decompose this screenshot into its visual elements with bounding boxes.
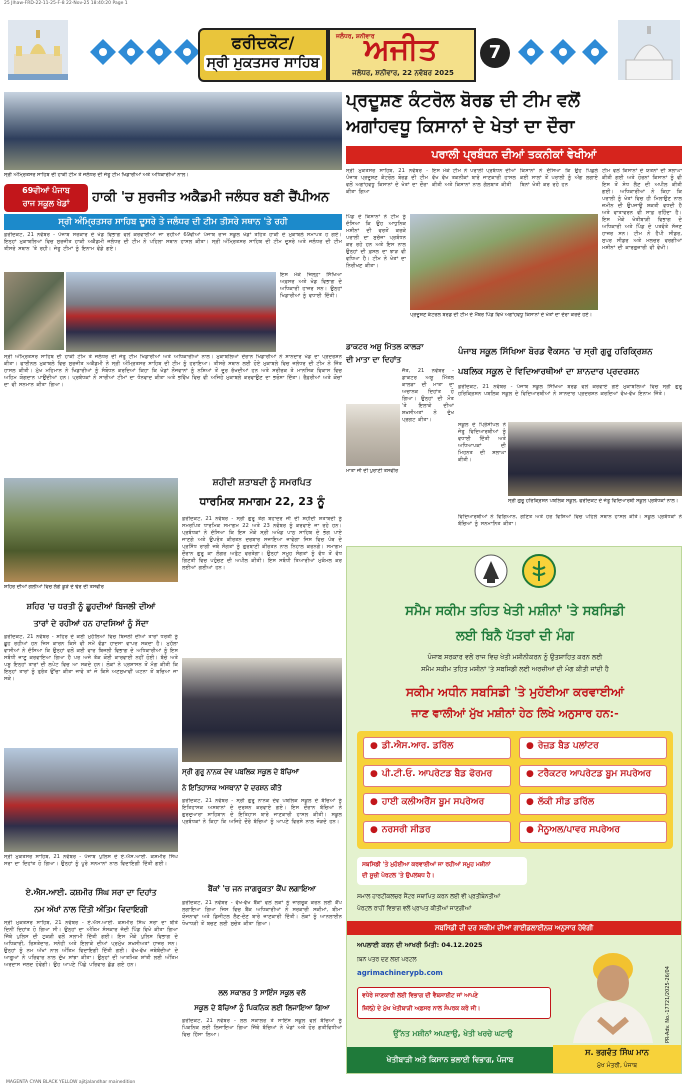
- gurdwara-icon: [8, 20, 68, 80]
- machine-right-0: ● ਰੇਜ਼ਡ ਬੈਡ ਪਲਾਂਟਰ: [519, 737, 667, 759]
- machine-right-0-label: ਰੇਜ਼ਡ ਬੈਡ ਪਲਾਂਟਰ: [537, 741, 599, 751]
- flower-motif-left: [90, 26, 200, 78]
- machine-right-1-label: ਟਰੈਕਟਰ ਆਪਰੇਟਡ ਬੂਮ ਸਪਰੇਅਰ: [537, 769, 652, 779]
- brand-name: ਅਜੀਤ: [364, 32, 438, 67]
- brand-small: ਜਲੰਧਰ, ਸ਼ਨੀਵਾਰ: [336, 33, 375, 40]
- board-photo-caption: ਸ੍ਰੀ ਗੁਰੂ ਹਰਿਕ੍ਰਿਸ਼ਨ ਪਬਲਿਕ ਸਕੂਲ, ਫਰੀਦਕੋਟ ਦੇ ਜੇਤੂ ਵਿਦਿਆਰਥੀ ਸਕੂਲ ਪ੍ਰਬੰਧਕਾਂ ਨਾਲ।: [508, 498, 679, 504]
- cm-name-box: [553, 1045, 681, 1073]
- science-headline: [182, 986, 342, 1016]
- obituary-photo: [346, 404, 400, 466]
- shaheedi-headline-line1: ਸ਼ਹੀਦੀ ਸ਼ਤਾਬਦੀ ਨੂੰ ਸਮਰਪਿਤ: [212, 478, 312, 488]
- pollution-field-photo: [410, 214, 598, 310]
- hockey-small-photo: [4, 272, 64, 350]
- road-headline: [4, 598, 178, 632]
- machine-left-1: ● ਪੀ.ਟੀ.ਓ. ਆਪਰੇਟਡ ਬੈਡ ਫੋਰਮਰ: [363, 765, 511, 787]
- brand-box: [328, 28, 476, 82]
- ad-note-box: [357, 857, 527, 885]
- machine-left-2: ● ਹਾਈ ਕਲੀਅਰੈਂਸ ਬੂਮ ਸਪਰੇਅਰ: [363, 793, 511, 815]
- subsidy-advertisement: [346, 546, 682, 1074]
- printer-strip: 25 Jlhaw-FRD-22-11-25-F-8 22-Nov-25 18:40:20 Page 1: [4, 1, 128, 6]
- machine-right-1: ● ਟਰੈਕਟਰ ਆਪਰੇਟਡ ਬੂਮ ਸਪਰੇਅਰ: [519, 765, 667, 787]
- ad-intro-line1: ਪੰਜਾਬ ਸਰਕਾਰ ਵਲੋਂ ਰਾਜ ਵਿਚ ਖੇਤੀ ਮਸ਼ੀਨੀਕਰਨ ਨੂੰ ਉਤਸ਼ਾਹਿਤ ਕਰਨ ਲਈ: [427, 653, 603, 661]
- machine-left-3: ● ਨਰਸਰੀ ਸੀਡਰ: [363, 821, 511, 843]
- pollution-body-col3: ਕਿਸਾਨਾਂ ਨੇ ਦੱਸਿਆ ਕਿ ਉਹ ਪਿਛਲੇ ਕਈ ਸਾਲਾਂ ਤੋਂ ਪਰਾਲੀ ਨੂੰ ਅੱਗ ਲਗਾਏ ਬਿਨਾਂ ਖੇਤੀ ਕਰ ਰਹੇ ਹਨ: [520, 168, 598, 188]
- ad-slogan: ਉੱਨਤ ਮਸ਼ੀਨਾਂ ਅਪਣਾਉ, ਖੇਤੀ ਖਰਚੇ ਘਟਾਉ: [393, 1029, 513, 1038]
- cm-title: ਮੁੱਖ ਮੰਤਰੀ, ਪੰਜਾਬ: [596, 1062, 638, 1069]
- funeral-headline-line2: ਨਮ ਅੱਖਾਂ ਨਾਲ ਦਿੱਤੀ ਅੰਤਿਮ ਵਿਦਾਇਗੀ: [34, 905, 148, 914]
- page-number: 7: [480, 38, 510, 68]
- machine-left-0-label: ਡੀ.ਐਸ.ਆਰ. ਡਰਿੱਲ: [381, 741, 454, 751]
- ad-eligibility-line1: ਸਮਾਲ ਹਾਰਟੀਕਲਚਰ ਸੈਂਟਰ ਸਥਾਪਿਤ ਕਰਨ ਲਈ ਵੀ ਪ੍ਰਤੀਬੇਨਤੀਆਂ: [357, 894, 501, 900]
- ad-contact-line2: ਜ਼ਿਲ੍ਹੇ ਦੇ ਮੁੱਖ ਖੇਤੀਬਾੜੀ ਅਫ਼ਸਰ ਨਾਲ ਸੰਪਰਕ ਕਰੋ ਜੀ।: [362, 1006, 481, 1012]
- city-box: [198, 28, 328, 82]
- machine-right-2: ● ਲੱਕੀ ਸੀਡ ਡਰਿੱਲ: [519, 793, 667, 815]
- obituary-body: ਜੈਤੋ, 21 ਨਵੰਬਰ - ਡਾਕਟਰ ਅਸ਼ੂ ਮਿੱਤਲ ਕਾਲੜਾ ਦੀ ਮਾਤਾ ਦਾ ਅਚਾਨਕ ਦਿਹਾਂਤ ਹੋ ਗਿਆ। ਉਨ੍ਹਾਂ ਦੀ ਮੌਤ 'ਤੇ ਇਲਾਕੇ ਦੀਆਂ ਸ਼ਖ਼ਸੀਅਤਾਂ ਨੇ ਦੁੱਖ ਪ੍ਰਗਟ ਕੀਤਾ।: [402, 368, 454, 423]
- science-headline-line2: ਸਕੂਲ ਦੇ ਬੱਚਿਆਂ ਨੂੰ ਪਿਕਨਿਕ ਲਈ ਲਿਜਾਇਆ ਗਿਆ: [194, 1004, 330, 1012]
- pollution-body-col4: ਟੀਮ ਵਲੋਂ ਕਿਸਾਨਾਂ ਦੇ ਯਤਨਾਂ ਦੀ ਸ਼ਲਾਘਾ ਕੀਤੀ ਗਈ ਅਤੇ ਹੋਰਨਾਂ ਕਿਸਾਨਾਂ ਨੂੰ ਵੀ ਇਸ ਤੋਂ ਸੇਧ ਲੈਣ ਦੀ ਅਪੀਲ ਕੀਤੀ ਗਈ। ਅਧਿਕਾਰੀਆਂ ਨੇ ਕਿਹਾ ਕਿ ਪਰਾਲੀ ਨੂੰ ਖੇਤਾਂ ਵਿਚ ਹੀ ਮਿਲਾਉਣ ਨਾਲ ਜ਼ਮੀਨ ਦੀ ਉਪਜਾਊ ਸ਼ਕਤੀ ਵਧਦੀ ਹੈ ਅਤੇ ਵਾਤਾਵਰਨ ਵੀ ਸਾਫ਼ ਰਹਿੰਦਾ ਹੈ। ਇਸ ਮੌਕੇ ਖੇਤੀਬਾੜੀ ਵਿਭਾਗ ਦੇ ਅਧਿਕਾਰੀ ਅਤੇ ਪਿੰਡ ਦੇ ਪਤਵੰਤੇ ਸੱਜਣ ਹਾਜ਼ਰ ਸਨ। ਟੀਮ ਨੇ ਹੈਪੀ ਸੀਡਰ, ਸੁਪਰ ਸੀਡਰ ਅਤੇ ਮਲਚਰ ਵਰਗੀਆਂ ਮਸ਼ੀਨਾਂ ਦੀ ਕਾਰਗੁਜ਼ਾਰੀ ਵੀ ਵੇਖੀ।: [602, 168, 682, 251]
- school-headline-line1: ਸ੍ਰੀ ਗੁਰੂ ਨਾਨਕ ਦੇਵ ਪਬਲਿਕ ਸਕੂਲ ਦੇ ਬੱਚਿਆਂ: [182, 768, 299, 776]
- ad-deadline: ਅਪਲਾਈ ਕਰਨ ਦੀ ਆਖਰੀ ਮਿਤੀ: 04.12.2025: [357, 941, 483, 949]
- city-line1: ਫਰੀਦਕੋਟ/: [231, 33, 295, 52]
- machine-list: [357, 731, 673, 849]
- machine-right-2-label: ਲੱਕੀ ਸੀਡ ਡਰਿੱਲ: [537, 797, 595, 807]
- ad-headline-line2: ਲਈ ਬਿਨੈ ਪੱਤਰਾਂ ਦੀ ਮੰਗ: [456, 629, 574, 644]
- ad-red-heading-line1: ਸਕੀਮ ਅਧੀਨ ਸਬਸਿਡੀ 'ਤੇ ਮੁਹੱਈਆ ਕਰਵਾਈਆਂ: [406, 685, 624, 699]
- cm-portrait: [559, 939, 667, 1043]
- pollution-headline-line2: ਅਗਾਂਹਵਧੂ ਕਿਸਾਨਾਂ ਦੇ ਖੇਤਾਂ ਦਾ ਦੌਰਾ: [346, 117, 575, 137]
- school-headline: [182, 764, 342, 796]
- obituary-photo-caption: ਮਾਤਾ ਜੀ ਦੀ ਪੁਰਾਣੀ ਤਸਵੀਰ: [346, 468, 399, 474]
- pollution-photo-caption: ਪ੍ਰਦੂਸ਼ਣ ਕੰਟਰੋਲ ਬੋਰਡ ਦੀ ਟੀਮ ਦੇ ਮੈਂਬਰ ਪਿੰਡ ਵਿਖੇ ਅਗਾਂਹਵਧੂ ਕਿਸਾਨਾਂ ਦੇ ਖੇਤਾਂ ਦਾ ਦੌਰਾ ਕਰਦੇ ਹੋਏ।: [410, 312, 592, 318]
- board-body-bottom: ਵਿਦਿਆਰਥੀਆਂ ਨੇ ਵਿਗਿਆਨ, ਗਣਿਤ ਅਤੇ ਹੋਰ ਵਿਸ਼ਿਆਂ ਵਿਚ ਪਹਿਲੇ ਸਥਾਨ ਹਾਸਲ ਕੀਤੇ। ਸਕੂਲ ਪ੍ਰਬੰਧਕਾਂ ਨੇ ਬੱਚਿਆਂ ਨੂੰ ਸਨਮਾਨਿਤ ਕੀਤਾ।: [458, 514, 682, 527]
- ad-portal-link[interactable]: agrimachinerypb.com: [357, 969, 443, 977]
- ad-headline-line1: ਸਮੈਮ ਸਕੀਮ ਤਹਿਤ ਖੇਤੀ ਮਸ਼ੀਨਾਂ 'ਤੇ ਸਬਸਿਡੀ: [405, 604, 625, 619]
- science-headline-line1: ਲਲ ਸਕਾਲਰ ਤੇ ਸਾਇੰਸ ਸਕੂਲ ਵਲੋਂ: [218, 989, 306, 997]
- school-trip-photo: [182, 658, 342, 762]
- funeral-headline: [4, 884, 178, 918]
- board-headline: [458, 342, 682, 382]
- flower-motif-right: [518, 26, 610, 78]
- ad-code: PR-Adv. No.-17721/2025-26/04: [665, 966, 671, 1043]
- bank-body: ਫ਼ਰੀਦਕੋਟ, 21 ਨਵੰਬਰ - ਵੱਖ-ਵੱਖ ਬੈਂਕਾਂ ਵਲੋਂ ਲੋਕਾਂ ਨੂੰ ਜਾਗਰੂਕ ਕਰਨ ਲਈ ਕੈਂਪ ਲਗਾਇਆ ਗਿਆ ਜਿਸ ਵਿਚ ਬੈਂਕ ਅਧਿਕਾਰੀਆਂ ਨੇ ਸਰਕਾਰੀ ਸਕੀਮਾਂ, ਬੀਮਾ ਯੋਜਨਾਵਾਂ ਅਤੇ ਡਿਜੀਟਲ ਲੈਣ-ਦੇਣ ਬਾਰੇ ਜਾਣਕਾਰੀ ਦਿੱਤੀ। ਲੋਕਾਂ ਨੂੰ ਆਨਲਾਈਨ ਧੋਖਾਧੜੀ ਤੋਂ ਬਚਣ ਲਈ ਸੁਚੇਤ ਕੀਤਾ ਗਿਆ।: [182, 900, 342, 927]
- obituary-headline-line1: ਡਾਕਟਰ ਅਸ਼ੂ ਮਿੱਤਲ ਕਾਲੜਾ: [346, 342, 424, 351]
- hockey-body-right: ਇਸ ਮੌਕੇ ਜ਼ਿਲ੍ਹਾ ਸਿੱਖਿਆ ਅਫ਼ਸਰ ਅਤੇ ਖੇਡ ਵਿਭਾਗ ਦੇ ਅਧਿਕਾਰੀ ਹਾਜ਼ਰ ਸਨ। ਉਨ੍ਹਾਂ ਖਿਡਾਰੀਆਂ ਨੂੰ ਵਧਾਈ ਦਿੱਤੀ।: [280, 272, 342, 299]
- hockey-badge-line2: ਰਾਜ ਸਕੂਲ ਖੇਡਾਂ: [22, 199, 70, 208]
- ad-portal-label: ਬਿਨੈ ਪੱਤਰ ਦੇਣ ਲਈ ਪੋਰਟਲ: [357, 957, 417, 963]
- machine-left-1-label: ਪੀ.ਟੀ.ਓ. ਆਪਰੇਟਡ ਬੈਡ ਫੋਰਮਰ: [381, 769, 493, 779]
- funeral-photo: [4, 748, 178, 852]
- bottom-print-strip: MAGENTA CYAN BLACK YELLOW ajitjalandhar mainedition: [6, 1080, 136, 1085]
- machine-right-3-label: ਮੈਨੂਅਲ/ਪਾਵਰ ਸਪਰੇਅਰ: [537, 825, 620, 835]
- pollution-headline-line1: ਪ੍ਰਦੂਸ਼ਣ ਕੰਟਰੋਲ ਬੋਰਡ ਦੀ ਟੀਮ ਵਲੋਂ: [346, 91, 580, 111]
- board-headline-line1: ਪੰਜਾਬ ਸਕੂਲ ਸਿੱਖਿਆ ਬੋਰਡ ਵੈਕਸਨ 'ਚ ਸ੍ਰੀ ਗੁਰੂ ਹਰਿਕ੍ਰਿਸ਼ਨ: [458, 347, 653, 357]
- ad-contact-line1: ਵਧੇਰੇ ਜਾਣਕਾਰੀ ਲਈ ਵਿਭਾਗ ਦੀ ਵੈਬਸਾਈਟ ਜਾਂ ਆਪਣੇ: [362, 993, 478, 999]
- school-body: ਫ਼ਰੀਦਕੋਟ, 21 ਨਵੰਬਰ - ਸ੍ਰੀ ਗੁਰੂ ਨਾਨਕ ਦੇਵ ਪਬਲਿਕ ਸਕੂਲ ਦੇ ਬੱਚਿਆਂ ਨੂੰ ਇਤਿਹਾਸਕ ਅਸਥਾਨਾਂ ਦੇ ਦਰਸ਼ਨ ਕਰਵਾਏ ਗਏ। ਇਸ ਦੌਰਾਨ ਬੱਚਿਆਂ ਨੇ ਗੁਰਦੁਆਰਾ ਸਾਹਿਬਾਨ ਦੇ ਇਤਿਹਾਸ ਬਾਰੇ ਜਾਣਕਾਰੀ ਹਾਸਲ ਕੀਤੀ। ਸਕੂਲ ਪ੍ਰਬੰਧਕਾਂ ਨੇ ਕਿਹਾ ਕਿ ਅਜਿਹੇ ਦੌਰੇ ਬੱਚਿਆਂ ਨੂੰ ਆਪਣੇ ਵਿਰਸੇ ਨਾਲ ਜੋੜਦੇ ਹਨ।: [182, 798, 342, 825]
- ad-note-line2: ਦੀ ਸੂਚੀ ਪੋਰਟਲ 'ਤੇ ਉਪਲਬਧ ਹੈ।: [362, 873, 435, 879]
- ad-red-strip: ਸਬਸਿਡੀ ਦੀ ਦਰ ਸਕੀਮ ਦੀਆਂ ਗਾਈਡਲਾਈਨਜ਼ ਅਨੁਸਾਰ ਹੋਵੇਗੀ: [347, 921, 681, 935]
- agri-dept-logo-icon: [521, 553, 557, 589]
- punjab-emblem-icon: [473, 553, 509, 589]
- hockey-badge: [4, 184, 88, 212]
- obituary-headline: [346, 340, 454, 366]
- city-line2: ਸ੍ਰੀ ਮੁਕਤਸਰ ਸਾਹਿਬ: [204, 55, 322, 71]
- school-headline-line2: ਨੇ ਇਤਿਹਾਸਕ ਅਸਥਾਨਾਂ ਦੇ ਦਰਸ਼ਨ ਕੀਤੇ: [182, 784, 282, 792]
- pollution-headline: [346, 88, 682, 144]
- ad-note-line1: ਸਬਸਿਡੀ 'ਤੇ ਮੁਹੱਈਆ ਕਰਵਾਈਆਂ ਜਾ ਰਹੀਆਂ ਸਮੂਹ ਮਸ਼ੀਨਾਂ: [362, 862, 491, 868]
- ad-contact: [357, 987, 551, 1019]
- funeral-body-top: ਸ੍ਰੀ ਮੁਕਤਸਰ ਸਾਹਿਬ, 21 ਨਵੰਬਰ - ਪੰਜਾਬ ਪੁਲਿਸ ਦੇ ਏ.ਐਸ.ਆਈ. ਕਸ਼ਮੀਰ ਸਿੰਘ ਸਰਾ ਦਾ ਦਿਹਾਂਤ ਹੋ ਗਿਆ। ਉਨ੍ਹਾਂ ਨੂੰ ਪੂਰੇ ਸਨਮਾਨਾਂ ਨਾਲ ਵਿਦਾਇਗੀ ਦਿੱਤੀ ਗਈ।: [4, 854, 178, 867]
- ad-intro-line2: ਸਮੈਮ ਸਕੀਮ ਤਹਿਤ ਮਸ਼ੀਨਾਂ 'ਤੇ ਸਬਸਿਡੀ ਲਈ ਅਰਜ਼ੀਆਂ ਦੀ ਮੰਗ ਕੀਤੀ ਜਾਂਦੀ ਹੈ: [421, 665, 609, 673]
- masthead: [0, 8, 687, 88]
- cm-name: ਸ. ਭਗਵੰਤ ਸਿੰਘ ਮਾਨ: [585, 1048, 649, 1057]
- hockey-caption-strip: ਸ੍ਰੀ ਅੰਮ੍ਰਿਤਸਰ ਸਾਹਿਬ ਦੀ ਹਾਕੀ ਟੀਮ ਤੇ ਜਲੰਧਰ ਦੀ ਜੇਤੂ ਟੀਮ ਖਿਡਾਰੀਆਂ ਅਤੇ ਅਧਿਕਾਰੀਆਂ ਨਾਲ।: [4, 172, 189, 178]
- hockey-group-photo: [66, 272, 276, 352]
- machine-right-3: ● ਮੈਨੂਅਲ/ਪਾਵਰ ਸਪਰੇਅਰ: [519, 821, 667, 843]
- hockey-team-photo: [4, 92, 342, 170]
- road-photo-caption: ਸ਼ਹਿਰ ਦੀਆਂ ਗਲੀਆਂ ਵਿਚ ਲੱਗੇ ਕੂੜੇ ਦੇ ਢੇਰ ਦੀ ਤਸਵੀਰ: [4, 584, 104, 590]
- machine-left-2-label: ਹਾਈ ਕਲੀਅਰੈਂਸ ਬੂਮ ਸਪਰੇਅਰ: [381, 797, 485, 807]
- board-photo: [508, 422, 682, 496]
- board-headline-line2: ਪਬਲਿਕ ਸਕੂਲ ਦੇ ਵਿਦਿਆਰਥੀਆਂ ਦਾ ਸ਼ਾਨਦਾਰ ਪ੍ਰਦਰਸ਼ਨ: [458, 367, 640, 377]
- obituary-headline-line2: ਦੀ ਮਾਤਾ ਦਾ ਦਿਹਾਂਤ: [346, 355, 402, 364]
- machine-left-0: ● ਡੀ.ਐਸ.ਆਰ. ਡਰਿੱਲ: [363, 737, 511, 759]
- pollution-body-left: ਪਿੰਡ ਦੇ ਕਿਸਾਨਾਂ ਨੇ ਟੀਮ ਨੂੰ ਦੱਸਿਆ ਕਿ ਉਹ ਆਧੁਨਿਕ ਮਸ਼ੀਨਾਂ ਦੀ ਵਰਤੋਂ ਕਰਕੇ ਪਰਾਲੀ ਦਾ ਸੁਚੱਜਾ ਪ੍ਰਬੰਧਨ ਕਰ ਰਹੇ ਹਨ ਅਤੇ ਇਸ ਨਾਲ ਉਨ੍ਹਾਂ ਦੀ ਫ਼ਸਲ ਦਾ ਝਾੜ ਵੀ ਵਧਿਆ ਹੈ। ਟੀਮ ਨੇ ਖੇਤਾਂ ਦਾ ਨਿਰੀਖਣ ਕੀਤਾ।: [346, 214, 406, 269]
- ad-red-heading-line2: ਜਾਣ ਵਾਲੀਆਂ ਮੁੱਖ ਮਸ਼ੀਨਾਂ ਹੇਠ ਲਿਖੇ ਅਨੁਸਾਰ ਹਨ:-: [411, 707, 619, 720]
- road-body: ਫ਼ਰੀਦਕੋਟ, 21 ਨਵੰਬਰ - ਸ਼ਹਿਰ ਦੇ ਕਈ ਮੁਹੱਲਿਆਂ ਵਿਚ ਬਿਜਲੀ ਦੀਆਂ ਤਾਰਾਂ ਧਰਤੀ ਨੂੰ ਛੂਹ ਰਹੀਆਂ ਹਨ ਜਿਸ ਕਾਰਨ ਕਿਸੇ ਵੀ ਸਮੇਂ ਵੱਡਾ ਹਾਦਸਾ ਵਾਪਰ ਸਕਦਾ ਹੈ। ਮੁਹੱਲਾ ਵਾਸੀਆਂ ਨੇ ਦੱਸਿਆ ਕਿ ਉਨ੍ਹਾਂ ਵਲੋਂ ਕਈ ਵਾਰ ਬਿਜਲੀ ਵਿਭਾਗ ਦੇ ਅਧਿਕਾਰੀਆਂ ਨੂੰ ਇਸ ਸਬੰਧੀ ਜਾਣੂ ਕਰਵਾਇਆ ਗਿਆ ਹੈ ਪਰ ਅਜੇ ਤੱਕ ਕੋਈ ਕਾਰਵਾਈ ਨਹੀਂ ਹੋਈ। ਬੱਚੇ ਅਤੇ ਪਸ਼ੂ ਇਨ੍ਹਾਂ ਤਾਰਾਂ ਦੀ ਲਪੇਟ ਵਿਚ ਆ ਸਕਦੇ ਹਨ। ਲੋਕਾਂ ਨੇ ਪ੍ਰਸ਼ਾਸਨ ਤੋਂ ਮੰਗ ਕੀਤੀ ਕਿ ਇਨ੍ਹਾਂ ਤਾਰਾਂ ਨੂੰ ਤੁਰੰਤ ਉੱਚਾ ਕੀਤਾ ਜਾਵੇ ਤਾਂ ਜੋ ਕਿਸੇ ਅਣਸੁਖਾਵੀਂ ਘਟਨਾ ਤੋਂ ਬਚਿਆ ਜਾ ਸਕੇ।: [4, 634, 178, 682]
- bank-headline: ਬੈਂਕਾਂ 'ਚ ਜਨ ਜਾਗਰੂਕਤਾ ਕੈਂਪ ਲਗਾਇਆ: [208, 884, 316, 893]
- board-body: ਫ਼ਰੀਦਕੋਟ, 21 ਨਵੰਬਰ - ਪੰਜਾਬ ਸਕੂਲ ਸਿੱਖਿਆ ਬੋਰਡ ਵਲੋਂ ਕਰਵਾਏ ਗਏ ਮੁਕਾਬਲਿਆਂ ਵਿਚ ਸ੍ਰੀ ਗੁਰੂ ਹਰਿਕ੍ਰਿਸ਼ਨ ਪਬਲਿਕ ਸਕੂਲ ਦੇ ਵਿਦਿਆਰਥੀਆਂ ਨੇ ਸ਼ਾਨਦਾਰ ਪ੍ਰਦਰਸ਼ਨ ਕਰਦਿਆਂ ਵੱਖ-ਵੱਖ ਇਨਾਮ ਜਿੱਤੇ।: [458, 384, 682, 397]
- pollution-subhead: ਪਰਾਲੀ ਪ੍ਰਬੰਧਨ ਦੀਆਂ ਤਕਨੀਕਾਂ ਵੇਖੀਆਂ: [346, 146, 682, 164]
- edition-date: ਜਲੰਧਰ, ਸ਼ਨੀਵਾਰ, 22 ਨਵੰਬਰ 2025: [352, 69, 454, 77]
- hockey-headline: ਹਾਕੀ 'ਚ ਸੁਰਜੀਤ ਅਕੈਡਮੀ ਜਲੰਧਰ ਬਣੀ ਚੈਂਪੀਅਨ: [92, 190, 330, 205]
- board-body-left: ਸਕੂਲ ਦੇ ਪ੍ਰਿੰਸੀਪਲ ਨੇ ਜੇਤੂ ਵਿਦਿਆਰਥੀਆਂ ਨੂੰ ਵਧਾਈ ਦਿੱਤੀ ਅਤੇ ਅਧਿਆਪਕਾਂ ਦੀ ਮਿਹਨਤ ਦੀ ਸ਼ਲਾਘਾ ਕੀਤੀ।: [458, 422, 506, 463]
- road-headline-line1: ਸ਼ਹਿਰ 'ਚ ਧਰਤੀ ਨੂੰ ਛੂਹਦੀਆਂ ਬਿਜਲੀ ਦੀਆਂ: [26, 602, 156, 611]
- road-photo: [4, 478, 178, 582]
- shaheedi-headline-line2: ਧਾਰਮਿਕ ਸਮਾਗਮ 22, 23 ਨੂੰ: [199, 495, 325, 508]
- machine-left-3-label: ਨਰਸਰੀ ਸੀਡਰ: [381, 825, 431, 835]
- pollution-body-col2: ਇਸ ਮੌਕੇ ਟੀਮ ਨੇ ਪਰਾਲੀ ਪ੍ਰਬੰਧਨ ਦੀਆਂ ਵੱਖ ਵੱਖ ਤਕਨੀਕਾਂ ਬਾਰੇ ਜਾਣਕਾਰੀ ਹਾਸਲ ਕੀਤੀ ਅਤੇ ਕਿਸਾਨਾਂ ਨਾਲ ਗੱਲਬਾਤ ਕੀਤੀ: [432, 168, 516, 188]
- shaheedi-body: ਫ਼ਰੀਦਕੋਟ, 21 ਨਵੰਬਰ - ਸ੍ਰੀ ਗੁਰੂ ਤੇਗ ਬਹਾਦਰ ਜੀ ਦੀ ਸ਼ਹੀਦੀ ਸ਼ਤਾਬਦੀ ਨੂੰ ਸਮਰਪਿਤ ਧਾਰਮਿਕ ਸਮਾਗਮ 22 ਅਤੇ 23 ਨਵੰਬਰ ਨੂੰ ਕਰਵਾਏ ਜਾ ਰਹੇ ਹਨ। ਪ੍ਰਬੰਧਕਾਂ ਨੇ ਦੱਸਿਆ ਕਿ ਇਸ ਮੌਕੇ ਸ੍ਰੀ ਅਖੰਡ ਪਾਠ ਸਾਹਿਬ ਦੇ ਭੋਗ ਪਾਏ ਜਾਣਗੇ ਅਤੇ ਉਪਰੰਤ ਕੀਰਤਨ ਦਰਬਾਰ ਸਜਾਇਆ ਜਾਵੇਗਾ ਜਿਸ ਵਿਚ ਪੰਥ ਦੇ ਪ੍ਰਸਿੱਧ ਰਾਗੀ ਜਥੇ ਸੰਗਤਾਂ ਨੂੰ ਗੁਰਬਾਣੀ ਕੀਰਤਨ ਨਾਲ ਨਿਹਾਲ ਕਰਨਗੇ। ਸਮਾਗਮ ਦੌਰਾਨ ਗੁਰੂ ਕਾ ਲੰਗਰ ਅਤੁੱਟ ਵਰਤੇਗਾ। ਉਨ੍ਹਾਂ ਸਮੂਹ ਸੰਗਤਾਂ ਨੂੰ ਵੱਧ ਤੋਂ ਵੱਧ ਗਿਣਤੀ ਵਿਚ ਪਹੁੰਚਣ ਦੀ ਅਪੀਲ ਕੀਤੀ। ਇਸ ਸਬੰਧੀ ਤਿਆਰੀਆਂ ਮੁਕੰਮਲ ਕਰ ਲਈਆਂ ਗਈਆਂ ਹਨ।: [182, 516, 342, 571]
- hockey-subhead: ਸ੍ਰੀ ਅੰਮ੍ਰਿਤਸਰ ਸਾਹਿਬ ਦੂਸਰੇ ਤੇ ਜਲੰਧਰ ਦੀ ਟੀਮ ਤੀਸਰੇ ਸਥਾਨ 'ਤੇ ਰਹੀ: [4, 214, 342, 230]
- ad-department: ਖੇਤੀਬਾੜੀ ਅਤੇ ਕਿਸਾਨ ਭਲਾਈ ਵਿਭਾਗ, ਪੰਜਾਬ: [347, 1047, 553, 1073]
- hockey-badge-line1: 69ਵੀਆਂ ਪੰਜਾਬ: [22, 186, 70, 195]
- science-body: ਫ਼ਰੀਦਕੋਟ, 21 ਨਵੰਬਰ - ਲਲ ਸਕਾਲਰ ਤੇ ਸਾਇੰਸ ਸਕੂਲ ਵਲੋਂ ਬੱਚਿਆਂ ਨੂੰ ਪਿਕਨਿਕ ਲਈ ਲਿਜਾਇਆ ਗਿਆ ਜਿੱਥੇ ਬੱਚਿਆਂ ਨੇ ਖੇਡਾਂ ਅਤੇ ਹੋਰ ਗਤੀਵਿਧੀਆਂ ਵਿਚ ਹਿੱਸਾ ਲਿਆ।: [182, 1018, 342, 1038]
- hockey-body: ਫ਼ਰੀਦਕੋਟ, 21 ਨਵੰਬਰ - ਪੰਜਾਬ ਸਰਕਾਰ ਦੇ ਖੇਡ ਵਿਭਾਗ ਵਲੋਂ ਕਰਵਾਈਆਂ ਜਾ ਰਹੀਆਂ 69ਵੀਆਂ ਪੰਜਾਬ ਰਾਜ ਸਕੂਲ ਖੇਡਾਂ ਤਹਿਤ ਹਾਕੀ ਦੇ ਮੁਕਾਬਲੇ ਸਮਾਪਤ ਹੋ ਗਏ। ਇਨ੍ਹਾਂ ਮੁਕਾਬਲਿਆਂ ਵਿਚ ਸੁਰਜੀਤ ਹਾਕੀ ਅਕੈਡਮੀ ਜਲੰਧਰ ਦੀ ਟੀਮ ਨੇ ਪਹਿਲਾ ਸਥਾਨ ਹਾਸਲ ਕੀਤਾ। ਸ੍ਰੀ ਅੰਮ੍ਰਿਤਸਰ ਸਾਹਿਬ ਦੀ ਟੀਮ ਦੂਸਰੇ ਅਤੇ ਜਲੰਧਰ ਦੀ ਟੀਮ ਤੀਸਰੇ ਸਥਾਨ 'ਤੇ ਰਹੀ। ਜੇਤੂ ਟੀਮਾਂ ਨੂੰ ਇਨਾਮ ਵੰਡੇ ਗਏ।: [4, 232, 342, 252]
- hockey-body-bottom: ਸ੍ਰੀ ਅੰਮ੍ਰਿਤਸਰ ਸਾਹਿਬ ਦੀ ਹਾਕੀ ਟੀਮ ਤੇ ਜਲੰਧਰ ਦੀ ਜੇਤੂ ਟੀਮ ਖਿਡਾਰੀਆਂ ਅਤੇ ਅਧਿਕਾਰੀਆਂ ਨਾਲ। ਮੁਕਾਬਲਿਆਂ ਦੌਰਾਨ ਖਿਡਾਰੀਆਂ ਨੇ ਸ਼ਾਨਦਾਰ ਖੇਡ ਦਾ ਪ੍ਰਦਰਸ਼ਨ ਕੀਤਾ। ਫਾਈਨਲ ਮੁਕਾਬਲੇ ਵਿਚ ਸੁਰਜੀਤ ਅਕੈਡਮੀ ਨੇ ਸ੍ਰੀ ਅੰਮ੍ਰਿਤਸਰ ਸਾਹਿਬ ਦੀ ਟੀਮ ਨੂੰ ਹਰਾਇਆ। ਤੀਸਰੇ ਸਥਾਨ ਲਈ ਹੋਏ ਮੁਕਾਬਲੇ ਵਿਚ ਜਲੰਧਰ ਦੀ ਟੀਮ ਨੇ ਜਿੱਤ ਹਾਸਲ ਕੀਤੀ। ਮੁੱਖ ਮਹਿਮਾਨ ਨੇ ਖਿਡਾਰੀਆਂ ਨੂੰ ਸੰਬੋਧਨ ਕਰਦਿਆਂ ਕਿਹਾ ਕਿ ਖੇਡਾਂ ਨੌਜਵਾਨਾਂ ਨੂੰ ਨਸ਼ਿਆਂ ਤੋਂ ਦੂਰ ਰੱਖਦੀਆਂ ਹਨ ਅਤੇ ਸਰੀਰਕ ਤੇ ਮਾਨਸਿਕ ਵਿਕਾਸ ਵਿਚ ਅਹਿਮ ਯੋਗਦਾਨ ਪਾਉਂਦੀਆਂ ਹਨ। ਪ੍ਰਬੰਧਕਾਂ ਨੇ ਸਾਰੀਆਂ ਟੀਮਾਂ ਦਾ ਧੰਨਵਾਦ ਕੀਤਾ ਅਤੇ ਭਵਿੱਖ ਵਿਚ ਵੀ ਅਜਿਹੇ ਮੁਕਾਬਲੇ ਕਰਵਾਉਣ ਦਾ ਭਰੋਸਾ ਦਿੱਤਾ। ਰੈਫ਼ਰੀਆਂ ਅਤੇ ਕੋਚਾਂ ਦਾ ਵੀ ਸਨਮਾਨ ਕੀਤਾ ਗਿਆ।: [4, 354, 342, 388]
- ad-eligibility: [357, 891, 567, 917]
- ad-eligibility-line2: ਪੋਰਟਲ ਰਾਹੀਂ ਵਿਭਾਗ ਵਲੋਂ ਪ੍ਰਾਪਤ ਕੀਤੀਆਂ ਜਾਣਗੀਆਂ: [357, 906, 472, 912]
- gurdwara-icon-right: [618, 20, 680, 80]
- road-headline-line2: ਤਾਰਾਂ ਦੇ ਰਹੀਆਂ ਹਨ ਹਾਦਸਿਆਂ ਨੂੰ ਸੱਦਾ: [33, 619, 149, 628]
- funeral-headline-line1: ਏ.ਐਸ.ਆਈ. ਕਸ਼ਮੀਰ ਸਿੰਘ ਸਰਾ ਦਾ ਦਿਹਾਂਤ: [25, 888, 157, 897]
- shaheedi-headline: [182, 474, 342, 514]
- pollution-body-col1: ਸ੍ਰੀ ਮੁਕਤਸਰ ਸਾਹਿਬ, 21 ਨਵੰਬਰ - ਪੰਜਾਬ ਪ੍ਰਦੂਸ਼ਣ ਕੰਟਰੋਲ ਬੋਰਡ ਦੀ ਟੀਮ ਵਲੋਂ ਅਗਾਂਹਵਧੂ ਕਿਸਾਨਾਂ ਦੇ ਖੇਤਾਂ ਦਾ ਦੌਰਾ ਕੀਤਾ ਗਿਆ: [346, 168, 428, 195]
- funeral-body: ਸ੍ਰੀ ਮੁਕਤਸਰ ਸਾਹਿਬ, 21 ਨਵੰਬਰ - ਏ.ਐਸ.ਆਈ. ਕਸ਼ਮੀਰ ਸਿੰਘ ਸਰਾ ਦਾ ਬੀਤੇ ਦਿਨੀਂ ਦਿਹਾਂਤ ਹੋ ਗਿਆ ਸੀ। ਉਨ੍ਹਾਂ ਦਾ ਅੰਤਿਮ ਸੰਸਕਾਰ ਜੱਦੀ ਪਿੰਡ ਵਿਖੇ ਕੀਤਾ ਗਿਆ ਜਿੱਥੇ ਪੁਲਿਸ ਦੀ ਟੁਕੜੀ ਵਲੋਂ ਸਲਾਮੀ ਦਿੱਤੀ ਗਈ। ਇਸ ਮੌਕੇ ਪੁਲਿਸ ਵਿਭਾਗ ਦੇ ਅਧਿਕਾਰੀ, ਰਿਸ਼ਤੇਦਾਰ, ਸਨੇਹੀ ਅਤੇ ਇਲਾਕੇ ਦੀਆਂ ਪ੍ਰਮੁੱਖ ਸ਼ਖ਼ਸੀਅਤਾਂ ਹਾਜ਼ਰ ਸਨ। ਉਨ੍ਹਾਂ ਨੂੰ ਨਮ ਅੱਖਾਂ ਨਾਲ ਅੰਤਿਮ ਵਿਦਾਇਗੀ ਦਿੱਤੀ ਗਈ। ਵੱਖ-ਵੱਖ ਜਥੇਬੰਦੀਆਂ ਦੇ ਆਗੂਆਂ ਨੇ ਪਰਿਵਾਰ ਨਾਲ ਦੁੱਖ ਸਾਂਝਾ ਕੀਤਾ। ਉਨ੍ਹਾਂ ਦੀ ਆਤਮਿਕ ਸ਼ਾਂਤੀ ਲਈ ਅੰਤਿਮ ਅਰਦਾਸ ਜਲਦ ਹੋਵੇਗੀ। ਉਹ ਆਪਣੇ ਪਿੱਛੇ ਪਰਿਵਾਰ ਛੱਡ ਗਏ ਹਨ।: [4, 920, 178, 968]
